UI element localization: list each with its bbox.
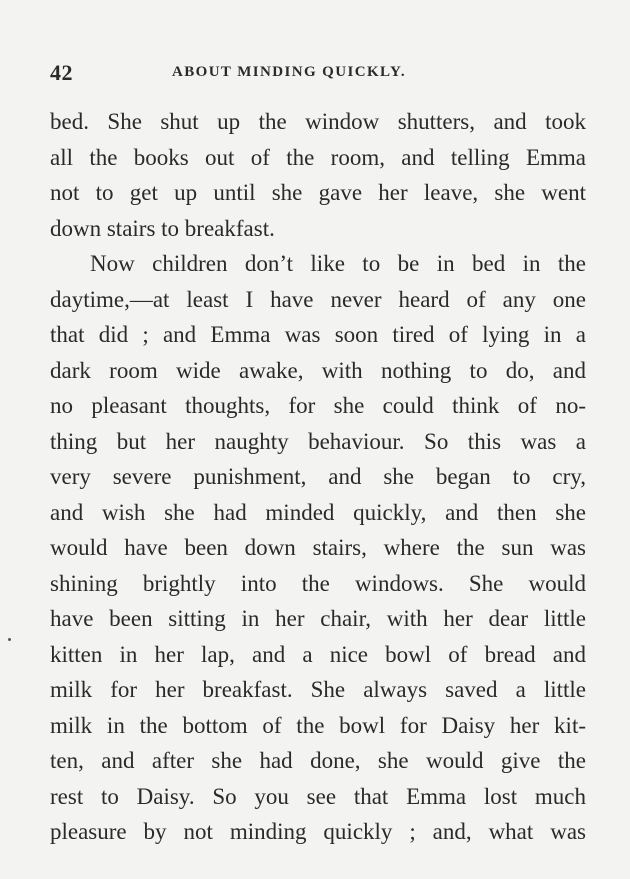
text-line: have been sitting in her chair, with her dear little xyxy=(50,606,586,631)
text-line: milk for her breakfast. She always saved a little xyxy=(50,677,586,702)
text-line: and wish she had minded quickly, and then she xyxy=(50,499,586,525)
text-line: milk in the bottom of the bowl for Daisy her kit- xyxy=(50,712,586,738)
text-line: rest to Daisy. So you see that Emma lost much xyxy=(50,783,586,809)
text-line: not to get up until she gave her leave, she went xyxy=(50,180,586,205)
running-title: ABOUT MINDING QUICKLY. xyxy=(172,64,407,80)
paragraph-2 xyxy=(50,246,586,850)
text-line: that did ; and Emma was soon tired of lying in a xyxy=(50,322,586,347)
text-line: very severe punishment, and she began to cry, xyxy=(50,464,586,489)
text-line: ten, and after she had done, she would give the xyxy=(50,748,586,773)
text-line: pleasure by not minding quickly ; and, what was xyxy=(50,819,586,844)
text-line: thing but her naughty behaviour. So this was a xyxy=(50,428,586,454)
page-number: 42 xyxy=(50,60,73,85)
text-line: shining brightly into the windows. She would xyxy=(50,570,586,596)
text-line: daytime,—at least I have never heard of any one xyxy=(50,286,586,312)
text-line: all the books out of the room, and telling Emma xyxy=(50,144,586,170)
paragraph-1 xyxy=(50,104,586,246)
text-line: down stairs to breakfast. xyxy=(50,215,275,241)
text-line: kitten in her lap, and a nice bowl of bread and xyxy=(50,641,586,667)
text-line: would have been down stairs, where the sun was xyxy=(50,535,586,560)
body-text xyxy=(50,104,586,850)
text-line: Now children don’t like to be in bed in the xyxy=(90,251,586,276)
text-line: no pleasant thoughts, for she could think of no- xyxy=(50,393,586,418)
text-line: bed. She shut up the window shutters, and took xyxy=(50,109,586,134)
page-header xyxy=(50,60,590,90)
text-line: dark room wide awake, with nothing to do, and xyxy=(50,357,586,383)
ink-speck xyxy=(8,638,11,641)
